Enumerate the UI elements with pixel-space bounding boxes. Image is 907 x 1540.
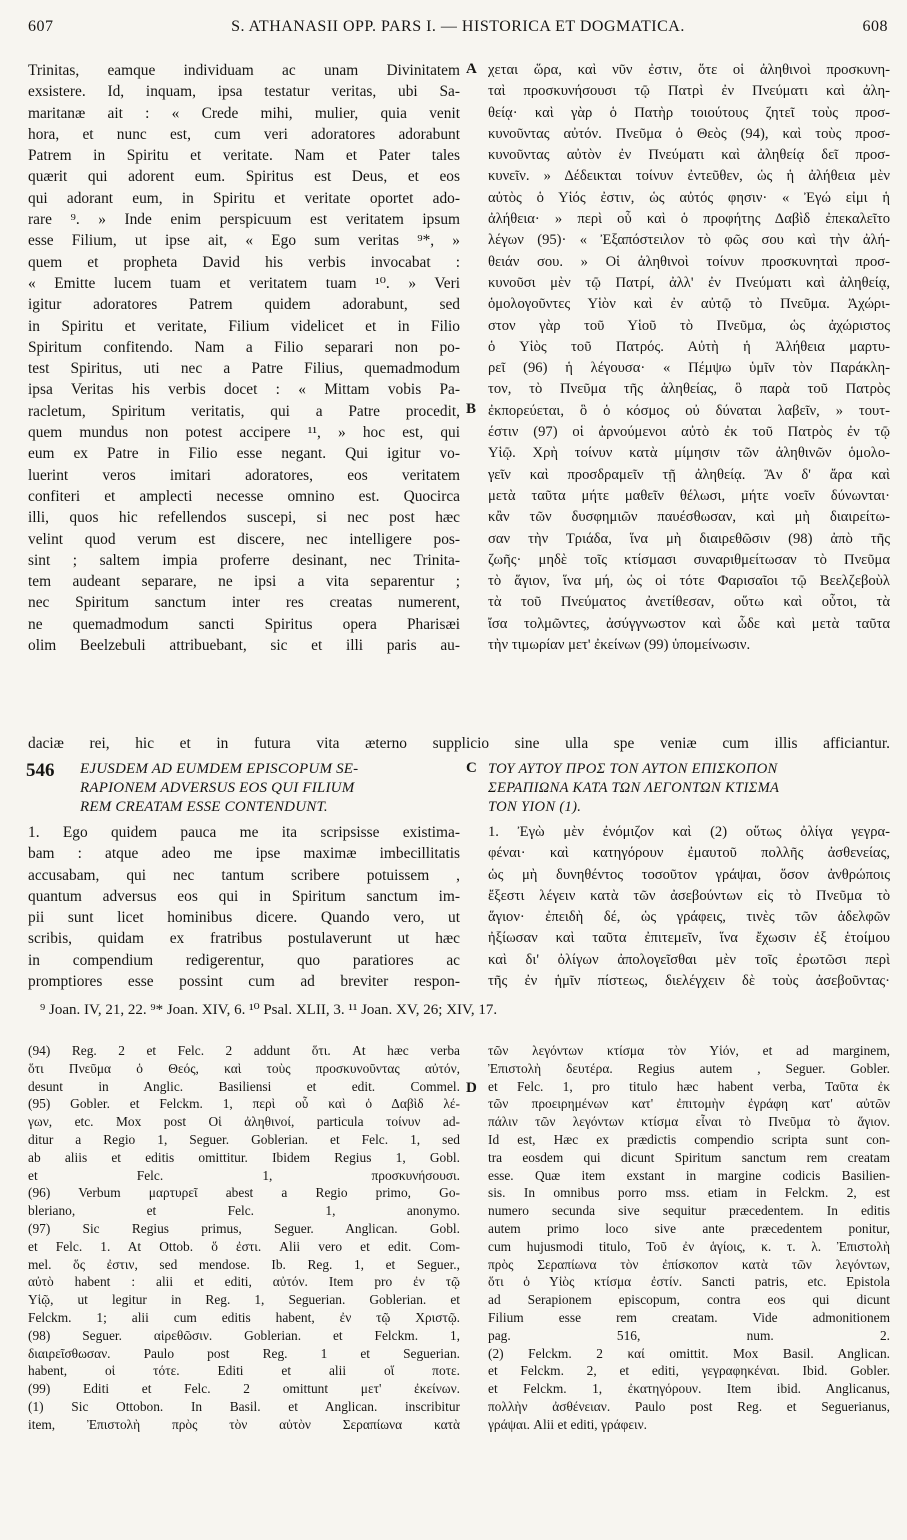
title-line: ΤΟΝ ΥΙΟΝ (1). [488,799,582,815]
text-line: ταὶ προσκυνήσουσι τῷ Πατρὶ ἐν Πνεύματι καὶ ἀλη- [488,83,890,100]
text-line: θείᾳ· καὶ γὰρ ὁ Πατὴρ τοιούτους ζητεῖ τοὺς προσ- [488,104,890,121]
text-line: esse Filium, ut ipse ait, « Ego sum veritas ⁹*, » [28,232,460,250]
footnote-line: γράψαι. Alii et editi, γράφειν. [488,1416,647,1432]
text-line: ἅγιον· ἐπειδὴ δέ, ὡς γράφεις, τινὲς τῶν ἀδελφῶν [488,909,890,926]
text-line: ρεῖ (96) ἡ λέγουσα· « Πέμψω ὑμῖν τὸν Παράκλη- [488,360,890,377]
text-line: ipsa Veritas his verbis docet : « Mittam vobis Pa- [28,381,460,399]
greek-column-top [488,60,890,656]
footnote-line: esse. Quæ item exstant in margine codicis Basilien- [488,1167,890,1183]
text-line: nec Spiritum sanctum inter res creatas numerent, [28,594,460,612]
text-line: θειάν σου. » Οἱ ἀληθινοὶ τοίνυν προσκυνηταὶ προσ- [488,253,890,270]
text-line: Υἱῷ. Χρὴ τοίνυν κατὰ μίμησιν τῶν ἀληθινῶν ὁμολο- [488,445,890,462]
latin-column-top [28,60,460,656]
footnotes-left [28,1042,460,1434]
text-line: κυνοῦντας αὐτὸν ἐν Πνεύματι καὶ ἀληθείᾳ δεῖ προσ- [488,147,890,164]
footnote-line: et Felc. 1. At Ottob. ὅ ἐστι. Alii vero et edit. Com- [28,1238,460,1254]
footnote-line: πάλιν τῶν λεγόντων κτίσμα εἶναι τὸ Πνεῦμα τὸ ἅγιον. [488,1114,890,1130]
text-line: ἀλήθεια· » περὶ οὗ καὶ ὁ προφήτης Δαβὶδ ἐπεκαλεῖτο [488,211,890,228]
page-number-left: 607 [28,18,54,35]
text-line: χεται ὥρα, καὶ νῦν ἐστιν, ὅτε οἱ ἀληθινοὶ προσκυνη- [488,62,890,78]
text-line: sint ; saltem impia proferre desinant, nec Trinita- [28,551,460,569]
text-line: 1. Ἐγὼ μὲν ἐνόμιζον καὶ (2) οὕτως ὀλίγα γεγρα- [488,824,890,840]
text-line: qui adorant eum, in Spiritu et veritate oportet ado- [28,189,460,207]
section-marker-c: C [466,760,477,776]
footnote-line: item, Ἐπιστολὴ πρὸς τὸν αὐτὸν Σεραπίωνα κατὰ [28,1416,460,1432]
footnote-line: desunt in Anglic. Basiliensi et edit. Commel. [28,1078,460,1094]
text-line: φέναι· καὶ κατηγόρουν ἐμαυτοῦ πολλῆς ἀσθενείας, [488,845,890,862]
footnote-line: τῶν λεγόντων κτίσμα τὸν Υἱόν, et ad marginem, [488,1043,890,1058]
footnote-line: Felckm. 1; alii cum editis habent, ἐν τῷ Χριστῷ. [28,1309,460,1325]
text-line: velint quod verum est discere, nec intelligere pos- [28,530,460,548]
text-line: quærit qui adorent eum. Spiritus est Deus, et eos [28,168,460,186]
text-line: 1. Ego quidem pauca me ita scripsisse existima- [28,824,460,841]
text-line: scribis, quidam ex fratribus postulaverunt ut hæc [28,930,460,948]
footnote-line: πρὸς Σεραπίωνα τὸν ἐπίσκοπον κατὰ τῶν λεγόντων, [488,1256,890,1272]
text-line: σαν τὴν Τριάδα, ἵνα μὴ διαιρεθῶσιν (98) ἀπὸ τῆς [488,530,890,547]
footnote-line: αὐτὸ habent : alii et editi, αὐτόν. Item pro ἐν τῷ [28,1274,460,1290]
footnote-line: autem primo loco sive ante præcedentem ponitur, [488,1220,890,1236]
footnote-line: (2) Felckm. 2 καί omittit. Mox Basil. Anglican. [488,1345,890,1361]
section-marker-d: D [466,1080,477,1096]
text-line: maritanæ ait : « Crede mihi, mulier, quia venit [28,104,460,122]
text-line: γεῖν καὶ προσδραμεῖν τῇ ἀληθείᾳ. Ἂν δ' ἄρα καὶ [488,466,890,483]
text-line: tem audeant separare, ne ipsi a vita separentur ; [28,573,460,591]
text-line: τὴν τιμωρίαν μετ' ἐκείνων (99) ὑπομείνωσιν. [488,637,751,654]
title-line: REM CREATAM ESSE CONTENDUNT. [80,799,328,815]
footnote-line: bleriano, et Felc. 1, anonymo. [28,1203,460,1219]
running-title: S. ATHANASII OPP. PARS I. — HISTORICA ET DOGMATICA. [231,18,685,35]
footnote-line: et Felckm. 1, ἐκατηγόρουν. Item ibid. Anglicanus, [488,1381,890,1397]
latin-chapter-title [80,760,462,817]
footnote-line: numero secunda sive sequitur præcedentem. In editis [488,1203,890,1219]
text-line: in Spiritu et veritate, Filium videlicet et in Filio [28,317,460,335]
greek-column-mid [488,822,890,992]
text-line: Trinitas, eamque individuam ac unam Divinitatem [28,62,460,79]
footnote-line: (94) Reg. 2 et Felc. 2 addunt ὅτι. At hæc verba [28,1043,460,1058]
text-line: ὡς μὴ δυνηθέντος τοσοῦτον γράψαι, ὅσον ἀνθρώποις [488,866,890,883]
text-line: μετὰ ταῦτα μήτε μαθεῖν θέλωσι, μήτε νοεῖν δύνωνται· [488,487,890,504]
page-number-right: 608 [862,18,888,35]
footnote-line: (96) Verbum μαρτυρεῖ abest a Regio primo, Go- [28,1185,460,1201]
text-line: αὐτὸς ὁ Υἱός ἐστιν, ὡς αὐτός φησιν· « Ἐγώ εἰμι ἡ [488,189,890,206]
text-line: confiteri et amplecti necesse omnino est. Quocirca [28,487,460,505]
text-line: ζωῆς· μηδὲ τοῖς κτίσμασι συναριθμείτωσαν τὸ Πνεῦμα [488,551,890,568]
text-line: στον γὰρ τοῦ Υἱοῦ τὸ Πνεῦμα, ὡς ἀχώριστος [488,317,890,334]
text-line: « Emitte lucem tuam et veritatem tuam ¹⁰. » Veri [28,274,460,292]
footnote-line: ὅτι Πνεῦμα ὁ Θεός, καὶ τοὺς προσκυνοῦντας αὐτόν, [28,1060,460,1076]
text-line: κἂν τῶν δυσφημιῶν παυέσθωσαν, καὶ μὴ διαιρείτω- [488,509,890,526]
text-line: έστιν (97) οἱ ἀρνούμενοι αὐτὸ ἐκ τοῦ Πατρὸς ἐν τῷ [488,424,890,441]
text-line: καὶ δι' ὀλίγων ἀπολογεῖσθαι μὲν τοῖς ἐρωτῶσι περὶ [488,951,890,968]
text-line: ἠξίωσαν καὶ ταῦτα ἐπιτεμεῖν, ἵνα ἔχωσιν ἐξ ἑτοίμου [488,930,890,947]
footnote-line: tra eosdem qui dicunt Spiritum sanctum rem creatam [488,1149,890,1165]
text-line: κυνεῖν. » Δέδεικται τοίνυν ἐντεῦθεν, ὡς ἡ ἀλήθεια μὲν [488,168,890,185]
text-line: exsistere. Id, inquam, ipsa testatur veritas, ubi Sa- [28,83,460,101]
footnote-line: cum hujusmodi titulo, Τοῦ ἐν ἁγίοις, κ. τ. λ. Ἐπιστολὴ [488,1238,890,1254]
page-header [28,18,888,44]
title-line: ΣΕΡΑΠΙΩΝΑ ΚΑΤΑ ΤΩΝ ΛΕΓΟΝΤΩΝ ΚΤΙΣΜΑ [488,780,780,796]
title-line: RAPIONEM ADVERSUS EOS QUI FILIUM [80,780,355,796]
text-line: olim Beelzebuli attribuebant, sic et illi paris au- [28,637,460,655]
footnote-line: ad Serapionem episcopum, contra eos qui dicunt [488,1292,890,1308]
text-line: κυνοῦσι μὲν τῷ Πατρί, ἀλλ' ἐν Πνεύματι καὶ ἀληθείᾳ, [488,274,890,291]
footnote-line: Ἐπιστολὴ δευτέρα. Regius autem , Seguer. Gobler. [488,1060,890,1076]
footnote-line: et Felckm. 2, et editi, γεγραφηκέναι. Ibid. Gobler. [488,1363,890,1379]
text-line: τῆς ἐν ἡμῖν πίστεως, διελέγχειν δὲ τοὺς ἀσεβοῦντας· [488,973,890,990]
footnote-line: γων, etc. Mox post Οἱ ἀληθινοί, particula τοίνυν ad- [28,1114,460,1130]
footnote-line: (1) Sic Ottobon. In Basil. et Anglican. inscribitur [28,1398,460,1414]
section-marker-b: B [466,401,477,417]
text-line: luerint veros imitari adoratores, eos veritatem [28,466,460,484]
text-line: promptiores esse possint cum ad breviter respon- [28,973,460,991]
text-line: τὰ τοῦ Πνεύματος ἀνετίθεσαν, οὕτω καὶ οὗτοι, τὰ [488,594,890,611]
closing-line: daciæ rei, hic et in futura vita æterno supplicio sine ulla spe veniæ cum illis afficiantur. [28,735,890,752]
footnote-line: διαιρεῖσθωσαν. Paulo post Reg. 1 et Seguerian. [28,1345,460,1361]
footnote-line: sis. In omnibus porro mss. etiam in Felckm. 2, est [488,1185,890,1201]
scripture-references: ⁹ Joan. IV, 21, 22. ⁹* Joan. XIV, 6. ¹⁰ Psal. XLII, 3. ¹¹ Joan. XV, 26; XIV, 17. [40,1002,498,1018]
footnote-line: (97) Sic Regius primus, Seguer. Anglican. Gobl. [28,1220,460,1236]
footnote-line: πολλὴν ἀσθένειαν. Paulo post Reg. et Seguerianus, [488,1398,890,1414]
footnote-line: Filium esse rem creatam. Vide admonitionem [488,1309,890,1325]
text-line: τὸ ἅγιον, ἵνα μή, ὡς οἱ τότε Φαρισαῖοι τῷ Βεελζεβοὺλ [488,573,890,590]
footnote-line: (99) Editi et Felc. 2 omittunt μετ' ἐκείνων. [28,1381,460,1397]
text-line: test Spiritus, uti nec a Patre Filius, quemadmodum [28,360,460,378]
text-line: λέγων (95)· « Ἐξαπόστειλον τὸ φῶς σου καὶ τὴν ἀλή- [488,232,890,249]
text-line: illi, quos hic refellendos suscepi, si nec post hæc [28,509,460,527]
title-line: EJUSDEM AD EUMDEM EPISCOPUM SE- [80,761,359,777]
greek-chapter-title [488,760,890,817]
title-line: ΤΟΥ ΑΥΤΟΥ ΠΡΟΣ ΤΟΝ ΑΥΤΟΝ ΕΠΙΣΚΟΠΟΝ [488,761,778,777]
text-line: ἐκπορεύεται, ὃ ὁ κόσμος οὐ δύναται λαβεῖν, » τουτ- [488,402,890,419]
text-line: ὁμολογοῦντες Υἱὸν καὶ ἐν αὐτῷ τὸ Πνεῦμα. Ἀχώρι- [488,296,890,313]
text-line: ἴσα τολμῶντες, ἀσύγγνωστον καὶ ὧδε καὶ μετὰ ταῦτα [488,615,890,632]
footnote-line: Υἱῷ, ut legitur in Reg. 1, Seguerian. Goblerian. et [28,1292,460,1308]
footnote-line: mel. ὅς ἐστιν, sed mendose. Ib. Reg. 1, et Seguer., [28,1256,460,1272]
text-line: Patrem in Spiritu et veritate. Nam et Pater tales [28,147,460,165]
text-line: ne quemadmodum sancti Spiritus opera Pharisæi [28,615,460,633]
text-line: racletum, Spiritum veritatis, qui a Patre procedit, [28,402,460,420]
text-line: hora, et nunc est, cum veri adoratores adorabunt [28,125,460,143]
text-line: quem et propheta David his verbis invocabat : [28,253,460,271]
text-line: rare ⁹. » Inde enim perspicuum est veritatem ipsum [28,211,460,229]
text-line: bam : atque adeo me ipse maximæ imbecillitatis [28,845,460,863]
text-line: quantum adversus eos qui in Spiritum sanctum im- [28,887,460,905]
footnote-line: et Felc. 1, προσκυνήσουσι. [28,1167,460,1183]
section-marker-a: A [466,61,477,77]
footnote-line: ab aliis et editis omittitur. Ibidem Regius 1, Gobl. [28,1149,460,1165]
footnote-line: τῶν προειρημένων κατ' ἐπιτομὴν ἐγράφη κατ' αὐτῶν [488,1096,890,1112]
footnote-line: Id est, Hæc ex prædictis compendio scripta sunt con- [488,1131,890,1147]
footnote-line: habent, οἱ τότε. Editi et alii οἵ ποτε. [28,1363,460,1379]
footnote-line: et Felc. 1, pro titulo hæc habent verba, Ταῦτα ἐκ [488,1078,890,1094]
footnotes-right [488,1042,890,1434]
footnote-line: ditur a Regio 1, Seguer. Goblerian. et Felc. 1, sed [28,1131,460,1147]
chapter-number: 546 [26,760,55,781]
text-line: Spiritum confitendo. Nam a Filio separari non po- [28,338,460,356]
latin-column-mid [28,822,460,992]
footnote-line: (95) Gobler. et Felckm. 1, περὶ οὗ καὶ ὁ Δαβὶδ λέ- [28,1096,460,1112]
text-line: ἔξεστι λέγειν κατὰ τῶν ἀσεβούντων εἰς τὸ Πνεῦμα τὸ [488,887,890,904]
text-line: pii sunt licet hominibus dicere. Quando vero, ut [28,909,460,927]
text-line: in compendium redigerentur, quo paratiores ac [28,951,460,969]
text-line: quem mundus non potest accipere ¹¹, » hoc est, qui [28,424,460,442]
footnote-line: pag. 516, num. 2. [488,1327,890,1343]
footnote-line: (98) Seguer. αἱρεθῶσιν. Goblerian. et Felckm. 1, [28,1327,460,1343]
footnote-line: ὅτι ὁ Υἱὸς κτίσμα ἐστίν. Sancti patris, etc. Epistola [488,1274,890,1290]
text-line: igitur adoratores Patrem quidem adorabunt, sed [28,296,460,314]
text-line: eum ex Patre in Filio esse negant. Qui igitur vo- [28,445,460,463]
text-line: ὁ Υἱὸς τοῦ Πατρός. Αὐτὴ ἡ Ἀλήθεια μαρτυ- [488,338,890,355]
text-line: κυνοῦντας αὐτόν. Πνεῦμα ὁ Θεὸς (94), καὶ τοὺς προσ- [488,125,890,142]
text-line: τον, τὸ Πνεῦμα τῆς ἀληθείας, ὃ παρὰ τοῦ Πατρὸς [488,381,890,398]
text-line: accusabam, qui nec tantum scribere potuissem , [28,866,460,884]
